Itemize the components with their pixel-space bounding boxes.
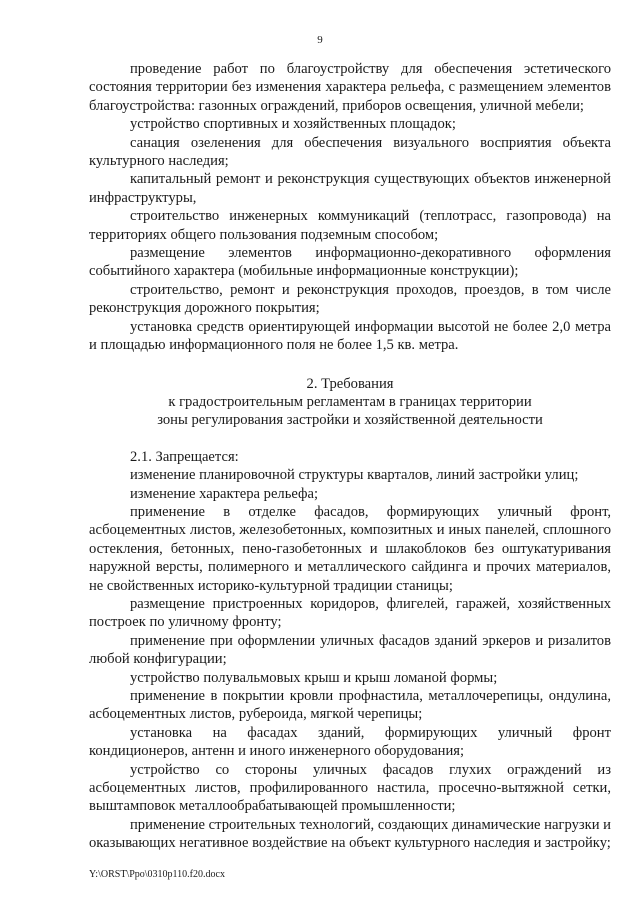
list-item: строительство, ремонт и реконструкция проходов, проездов, в том числе реконструкция дорожного покрытия;	[89, 281, 611, 317]
footer-file-path: Y:\ORST\Ppo\0310p110.f20.docx	[89, 869, 225, 880]
list-item: проведение работ по благоустройству для обеспечения эстетического состояния территории без изменения характера рельефа, с размещением элементов благоустройства: газонных ограждений, приборов освещения, уличной мебели;	[89, 61, 611, 114]
list-item: устройство со стороны уличных фасадов глухих ограждений из асбоцементных листов, профилированного настила, просечно-вытяжной сетки, выштамповок металлообрабатывающей промышленности;	[89, 761, 611, 815]
list-item: строительство инженерных коммуникаций (теплотрасс, газопровода) на территориях общего пользования подземным способом;	[89, 208, 611, 243]
document-body	[89, 60, 611, 853]
list-item: изменение планировочной структуры кварталов, линий застройки улиц;	[130, 467, 579, 484]
list-item: размещение элементов информационно-декоративного оформления событийного характера (мобильные информационные конструкции);	[89, 245, 611, 280]
list-item: капитальный ремонт и реконструкция существующих объектов инженерной инфраструктуры,	[89, 171, 611, 206]
section-heading-number: 2. Требования	[306, 375, 394, 392]
permitted-works-list	[89, 60, 611, 355]
subsection-title: 2.1. Запрещается:	[130, 448, 239, 465]
list-item: установка средств ориентирующей информации высотой не более 2,0 метра и площадью информационного поля не более 1,5 кв. метра.	[89, 318, 611, 354]
list-item: устройство полувальмовых крыш и крыш ломаной формы;	[130, 669, 498, 686]
list-item: санация озеленения для обеспечения визуального восприятия объекта культурного наследия;	[89, 134, 611, 170]
list-item: устройство спортивных и хозяйственных площадок;	[130, 116, 456, 133]
section-heading-line: зоны регулирования застройки и хозяйственной деятельности	[157, 412, 543, 429]
list-item: установка на фасадах зданий, формирующих уличный фронт кондиционеров, антенн и иного инженерного оборудования;	[89, 724, 611, 760]
section-heading	[89, 375, 611, 430]
list-item: применение при оформлении уличных фасадов зданий эркеров и ризалитов любой конфигурации;	[89, 632, 611, 668]
section-heading-line: к градостроительным регламентам в границах территории	[168, 393, 532, 410]
list-item: применение в покрытии кровли профнастила, металлочерепицы, ондулина, асбоцементных листов, рубероида, мягкой черепицы;	[89, 688, 611, 723]
list-item: изменение характера рельефа;	[130, 485, 319, 502]
list-item: размещение пристроенных коридоров, флигелей, гаражей, хозяйственных построек по уличному фронту;	[89, 595, 611, 631]
prohibited-list	[89, 466, 611, 853]
list-item: применение в отделке фасадов, формирующих уличный фронт, асбоцементных листов, железобетонных, композитных и иных панелей, сплошного остекления, бетонных, пено-газобетонных и шлакоблоков без оштукатуривания наружной версты, полимерного и металлического сайдинга и прочих материалов, не свойственных историко-культурной традиции станицы;	[89, 503, 611, 594]
page-number: 9	[317, 34, 323, 46]
list-item: применение строительных технологий, создающих динамические нагрузки и оказывающих негативное воздействие на объект культурного наследия и застройку;	[89, 816, 611, 852]
